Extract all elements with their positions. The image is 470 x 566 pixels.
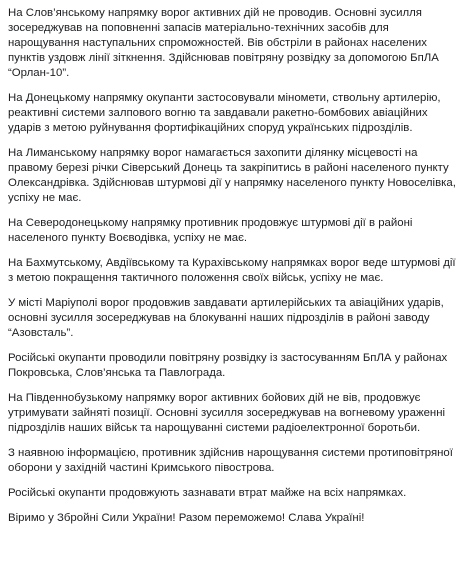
- post-body: [8, 6, 462, 526]
- paragraph-sievierodonetsk: На Северодонецькому напрямку противник продовжує штурмові дії в районі населеного пункту Воєводівка, успіху не має.: [8, 217, 413, 244]
- paragraph-sloviansk: На Слов’янському напрямку ворог активних дій не проводив. Основні зусилля зосереджував на поповненні запасів матеріально-технічних засобів для нарощування наступальних спроможностей. Вів обстріли в районах населених пунктів уздовж лінії зіткнення. Здійснював повітряну розвідку за допомогою БпЛА “Орлан-10”.: [8, 7, 439, 79]
- paragraph-bakhmut: На Бахмутському, Авдіївському та Курахівському напрямках ворог веде штурмові дії з метою покращення тактичного положення своїх військ, успіху не має.: [8, 257, 456, 284]
- paragraph-south-buh: На Південнобузькому напрямку ворог активних бойових дій не вів, продовжує утримувати зайняті позиції. Основні зусилля зосереджував на вогневому ураженні підрозділів наших військ та нарощуванні системи радіоелектронної боротьби.: [8, 392, 446, 434]
- paragraph-air-reconnaissance: Російські окупанти проводили повітряну розвідку із застосуванням БпЛА у районах Покровська, Слов’янська та Павлограда.: [8, 352, 448, 379]
- paragraph-lyman: На Лиманському напрямку ворог намагається захопити ділянку місцевості на правому березі річки Сіверський Донець та закріпитись в районі населеного пункту Олександрівка. Здійснював штурмові дії у напрямку населеного пункту Новоселівка, успіху не має.: [8, 147, 456, 204]
- paragraph-losses: Російські окупанти продовжують зазнавати втрат майже на всіх напрямках.: [8, 487, 407, 499]
- paragraph-mariupol: У місті Маріуполі ворог продовжив завдавати артилерійських та авіаційних ударів, основні зусилля зосереджував на блокуванні наших підрозділів в районі заводу “Азовсталь”.: [8, 297, 444, 339]
- paragraph-donetsk: На Донецькому напрямку окупанти застосовували міномети, ствольну артилерію, реактивні системи залпового вогню та завдавали ракетно-бомбових авіаційних ударів з метою руйнування фортифікаційних споруд українських підрозділів.: [8, 92, 441, 134]
- paragraph-crimea: З наявною інформацією, противник здійснив нарощування системи протиповітряної оборони у західній частині Кримського півострова.: [8, 447, 453, 474]
- paragraph-closing: Віримо у Збройні Сили України! Разом переможемо! Слава Україні!: [8, 512, 365, 524]
